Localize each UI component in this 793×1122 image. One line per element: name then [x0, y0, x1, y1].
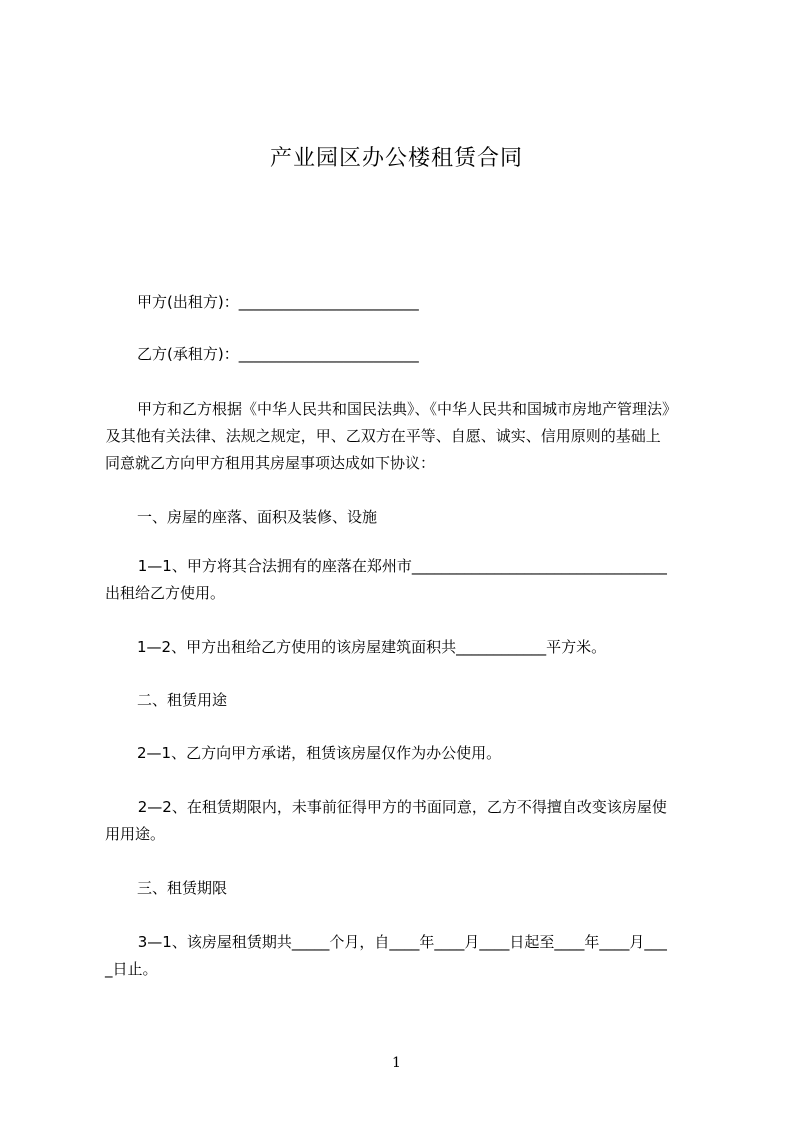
- page-number: 1: [392, 1055, 401, 1071]
- clause-1-1-line-1: 1—1、甲方将其合法拥有的座落在郑州市__________________________________: [133, 557, 667, 575]
- preamble-line-2: 及其他有关法律、法规之规定，甲、乙双方在平等、自愿、诚实、信用原则的基础上: [101, 427, 661, 445]
- party-b-line: 乙方(承租方)：________________________: [137, 345, 419, 363]
- contract-title: 产业园区办公楼租赁合同: [269, 146, 523, 171]
- preamble-line-1: 甲方和乙方根据《中华人民共和国民法典》、《中华人民共和国城市房地产管理法》: [137, 400, 678, 418]
- section-3-heading: 三、租赁期限: [137, 879, 228, 897]
- section-1-heading: 一、房屋的座落、面积及装修、设施: [137, 508, 378, 526]
- preamble-line-3: 同意就乙方向甲方租用其房屋事项达成如下协议：: [105, 454, 436, 472]
- clause-2-2-line-1: 2—2、在租赁期限内，未事前征得甲方的书面同意，乙方不得擅自改变该房屋使: [133, 798, 667, 816]
- clause-1-1-line-2: 出租给乙方使用。: [105, 584, 226, 602]
- clause-2-2-line-2: 用用途。: [105, 825, 166, 843]
- party-a-line: 甲方(出租方)：________________________: [137, 293, 419, 311]
- section-2-heading: 二、租赁用途: [137, 691, 228, 709]
- clause-3-1-line-1: 3—1、该房屋租赁期共_____个月，自____年____月____日起至____年____月___: [133, 933, 667, 951]
- clause-2-1: 2—1、乙方向甲方承诺，租赁该房屋仅作为办公使用。: [137, 744, 502, 762]
- clause-1-2: 1—2、甲方出租给乙方使用的该房屋建筑面积共____________平方米。: [137, 638, 607, 656]
- clause-3-1-line-2: _日止。: [105, 960, 158, 978]
